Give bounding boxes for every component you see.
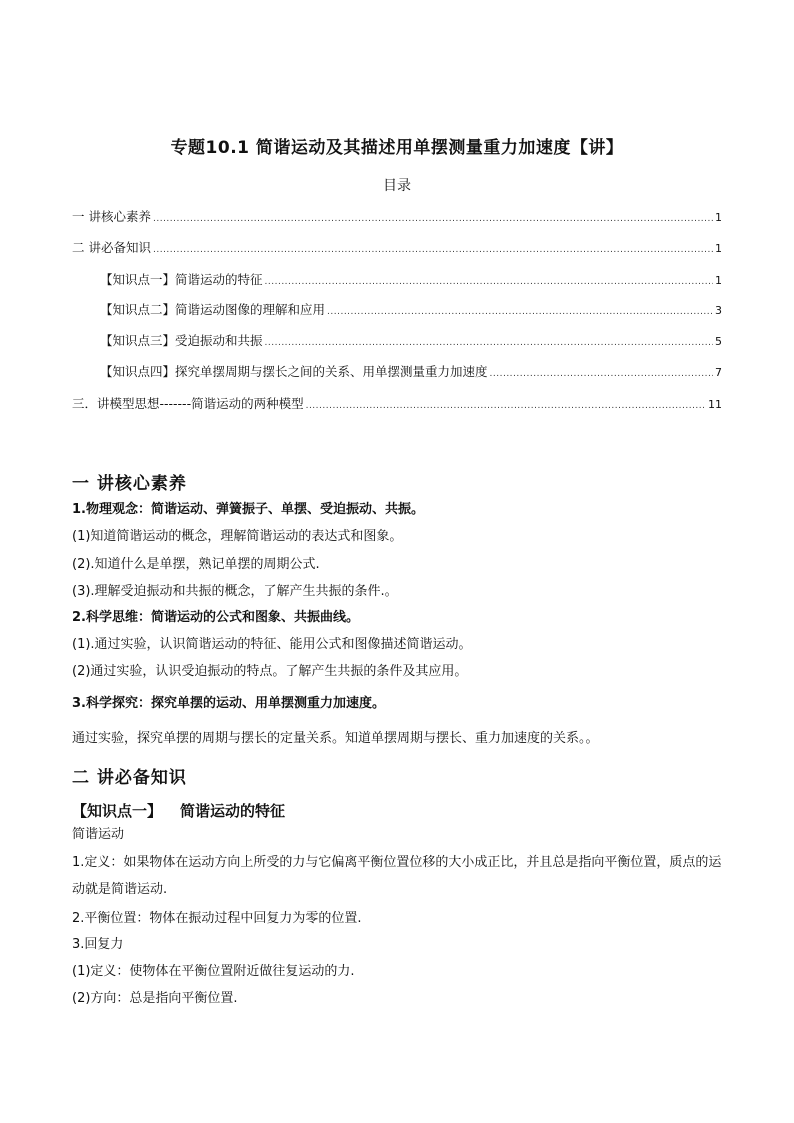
paragraph: (1).通过实验，认识简谐运动的特征、能用公式和图像描述简谐运动。 — [72, 637, 472, 652]
toc-entry[interactable] — [100, 300, 722, 318]
toc-entry-text: 【知识点二】简谐运动图像的理解和应用 — [100, 302, 326, 317]
knowledge-point-title: 简谐运动的特征 — [180, 802, 286, 820]
paragraph: 3.科学探究：探究单摆的运动、用单摆测重力加速度。 — [72, 696, 385, 711]
toc-page-number: 1 — [715, 242, 722, 255]
toc-entry-text: 【知识点四】探究单摆周期与摆长之间的关系、用单摆测量重力加速度 — [100, 364, 488, 379]
toc-entry[interactable] — [72, 207, 722, 225]
toc-leader — [153, 245, 713, 255]
toc-entry-text: 一 讲核心素养 — [72, 209, 151, 224]
paragraph: (2)方向：总是指向平衡位置. — [72, 991, 238, 1006]
toc-leader — [265, 277, 713, 287]
toc-entry[interactable] — [100, 331, 722, 349]
toc-entry[interactable] — [72, 394, 722, 412]
toc-entry[interactable] — [72, 238, 722, 256]
toc-page-number: 1 — [715, 274, 722, 287]
knowledge-point-tag: 【知识点一】 — [72, 802, 163, 820]
toc-page-number: 11 — [708, 398, 722, 411]
toc-entry[interactable] — [100, 270, 722, 288]
section-heading: 二 讲必备知识 — [72, 768, 187, 788]
toc-page-number: 5 — [715, 335, 722, 348]
section-heading: 一 讲核心素养 — [72, 474, 187, 494]
paragraph: (3).理解受迫振动和共振的概念，了解产生共振的条件.。 — [72, 584, 398, 599]
paragraph: (2)通过实验，认识受迫振动的特点。了解产生共振的条件及其应用。 — [72, 664, 468, 679]
paragraph: 3.回复力 — [72, 937, 124, 952]
document-title: 专题10.1 简谐运动及其描述用单摆测量重力加速度【讲】 — [170, 138, 624, 158]
toc-leader — [306, 401, 706, 411]
toc-page-number: 1 — [715, 211, 722, 224]
paragraph: 2.平衡位置：物体在振动过程中回复力为零的位置. — [72, 911, 362, 926]
knowledge-point-heading — [72, 800, 285, 821]
toc-leader — [490, 369, 713, 379]
paragraph: (1)知道简谐运动的概念，理解简谐运动的表达式和图象。 — [72, 529, 403, 544]
toc-leader — [153, 214, 713, 224]
toc-leader — [327, 307, 713, 317]
toc-page-number: 3 — [715, 304, 722, 317]
toc-leader — [265, 338, 713, 348]
paragraph: (2).知道什么是单摆，熟记单摆的周期公式. — [72, 557, 320, 572]
toc-entry[interactable] — [100, 362, 722, 380]
toc-entry-text: 【知识点三】受迫振动和共振 — [100, 333, 263, 348]
toc-page-number: 7 — [715, 366, 722, 379]
toc-heading: 目录 — [383, 178, 411, 194]
toc-entry-text: 二 讲必备知识 — [72, 240, 151, 255]
paragraph: 2.科学思维：简谐运动的公式和图象、共振曲线。 — [72, 610, 359, 625]
paragraph: (1)定义：使物体在平衡位置附近做往复运动的力. — [72, 964, 355, 979]
paragraph: 1.定义：如果物体在运动方向上所受的力与它偏离平衡位置位移的大小成正比，并且总是指向平衡位置，质点的运动就是简谐运动. — [72, 855, 722, 897]
toc-entry-text: 三．讲模型思想-------简谐运动的两种模型 — [72, 396, 304, 411]
toc-entry-text: 【知识点一】简谐运动的特征 — [100, 272, 263, 287]
paragraph: 简谐运动 — [72, 827, 125, 842]
paragraph: 通过实验，探究单摆的周期与摆长的定量关系。知道单摆周期与摆长、重力加速度的关系。。 — [72, 731, 599, 746]
paragraph: 1.物理观念：简谐运动、弹簧振子、单摆、受迫振动、共振。 — [72, 502, 424, 517]
